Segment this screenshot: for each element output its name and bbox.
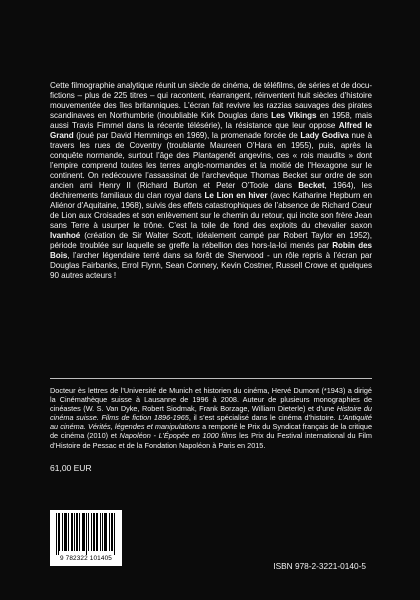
summary-segment: (avec Katharine Hepburn en Aliénor d’Aquitaine, 1968), suivis des effets catastrophiques de l’absence de Richard Cœur de Lion aux Croisades et son enlèvement sur le chemin du retour, qui incite son frère Jean sans Terre à usurper le trône. C’est la toile de fond des exploits du chevalier saxon [50,191,372,230]
film-title: Alfred le Grand [50,121,372,140]
summary-segment: (joué par David Hemmings en 1969), la promenade forcée de [73,131,301,140]
film-title: Le Lion en hiver [204,191,268,200]
film-title: Robin des Bois [50,241,373,260]
summary-segment: , l’archer légendaire terré dans sa forêt de Sherwood - un rôle repris à l’écran par Douglas Fairbanks, Errol Flynn, Sean Connery, Kevin Costner, Russell Crowe et quelques 90 autres acteurs ! [50,251,372,280]
price-label: 61,00 EUR [50,463,92,473]
film-title: Becket [298,181,325,190]
summary-text [50,81,372,281]
divider [50,378,372,379]
summary-segment: (création de Sir Walter Scott, idéalement campé par Robert Taylor en 1952), période troublée sur laquelle se greffe la rébellion des hors-la-loi menés par [50,231,372,250]
book-title: L’Antiquité au cinéma. Vérités, légendes et manipulations [50,413,372,432]
summary-segment: , 1964), les déchirements familiaux du clan royal dans [50,181,372,200]
summary-segment: en 1958, mais aussi Travis Fimmel dans la récente télésérie), la résistance que leur oppose [50,111,372,130]
book-title: Histoire du cinéma suisse. Films de fiction 1896-1965 [50,404,372,423]
bio-segment: , il s’est spécialisé dans le cinéma d’histoire. [188,413,339,423]
film-title: Ivanhoé [50,231,81,240]
bio-segment: a remporté le Prix du Syndicat français de la critique de cinéma (2010) et [50,422,372,441]
barcode-digits: 9 782322 101405 [59,555,112,562]
film-title: Lady Godiva [300,131,349,140]
bio-segment: Docteur ès lettres de l’Université de Munich et historien du cinéma, Hervé Dumont (*1943) a dirigé la Cinémathèque suisse à Lausanne de 1996 à 2008. Auteur de plusieurs monographies de cinéastes (W. S. Van Dyke, Robert Siodmak, Frank Borzage, William Dieterle) et d’une [50,386,372,414]
barcode [50,510,122,566]
summary-segment: nue à travers les rues de Coventry (troublante Maureen O’Hara en 1955), puis, après la conquête normande, surtout l’âge des Plantagenêt angevins, ces « rois maudits » dont l’empire comprend toutes les terres anglo-normandes et la moitié de l’Hexagone sur le continent. On redécouvre l’assassinat de l’archevêque Thomas Becket sur ordre de son ancien ami Henry II (Richard Burton et Peter O’Toole dans [50,131,372,190]
summary-segment: Cette filmographie analytique réunit un siècle de cinéma, de téléfilms, de séries et de docu-fictions – plus de 225 titres – qui racontent, réarrangent, réinventent huit siècles d’histoire mouvementée des îles britanniques. L’écran fait revivre les razzias sauvages des pirates scandinaves en Northumbrie (inoubliable Kirk Douglas dans [50,81,372,120]
isbn-label: ISBN 978-2-3221-0140-5 [273,561,366,571]
author-bio [50,386,372,450]
bio-segment: les Prix du Festival international du Film d’Histoire de Pessac et de la Fondation Napoléon à Paris en 2015. [50,431,372,450]
film-title: Les Vikings [271,111,317,120]
barcode-bars-icon [56,513,116,555]
book-title: Napoléon - L’Épopée en 1000 films [119,431,237,441]
